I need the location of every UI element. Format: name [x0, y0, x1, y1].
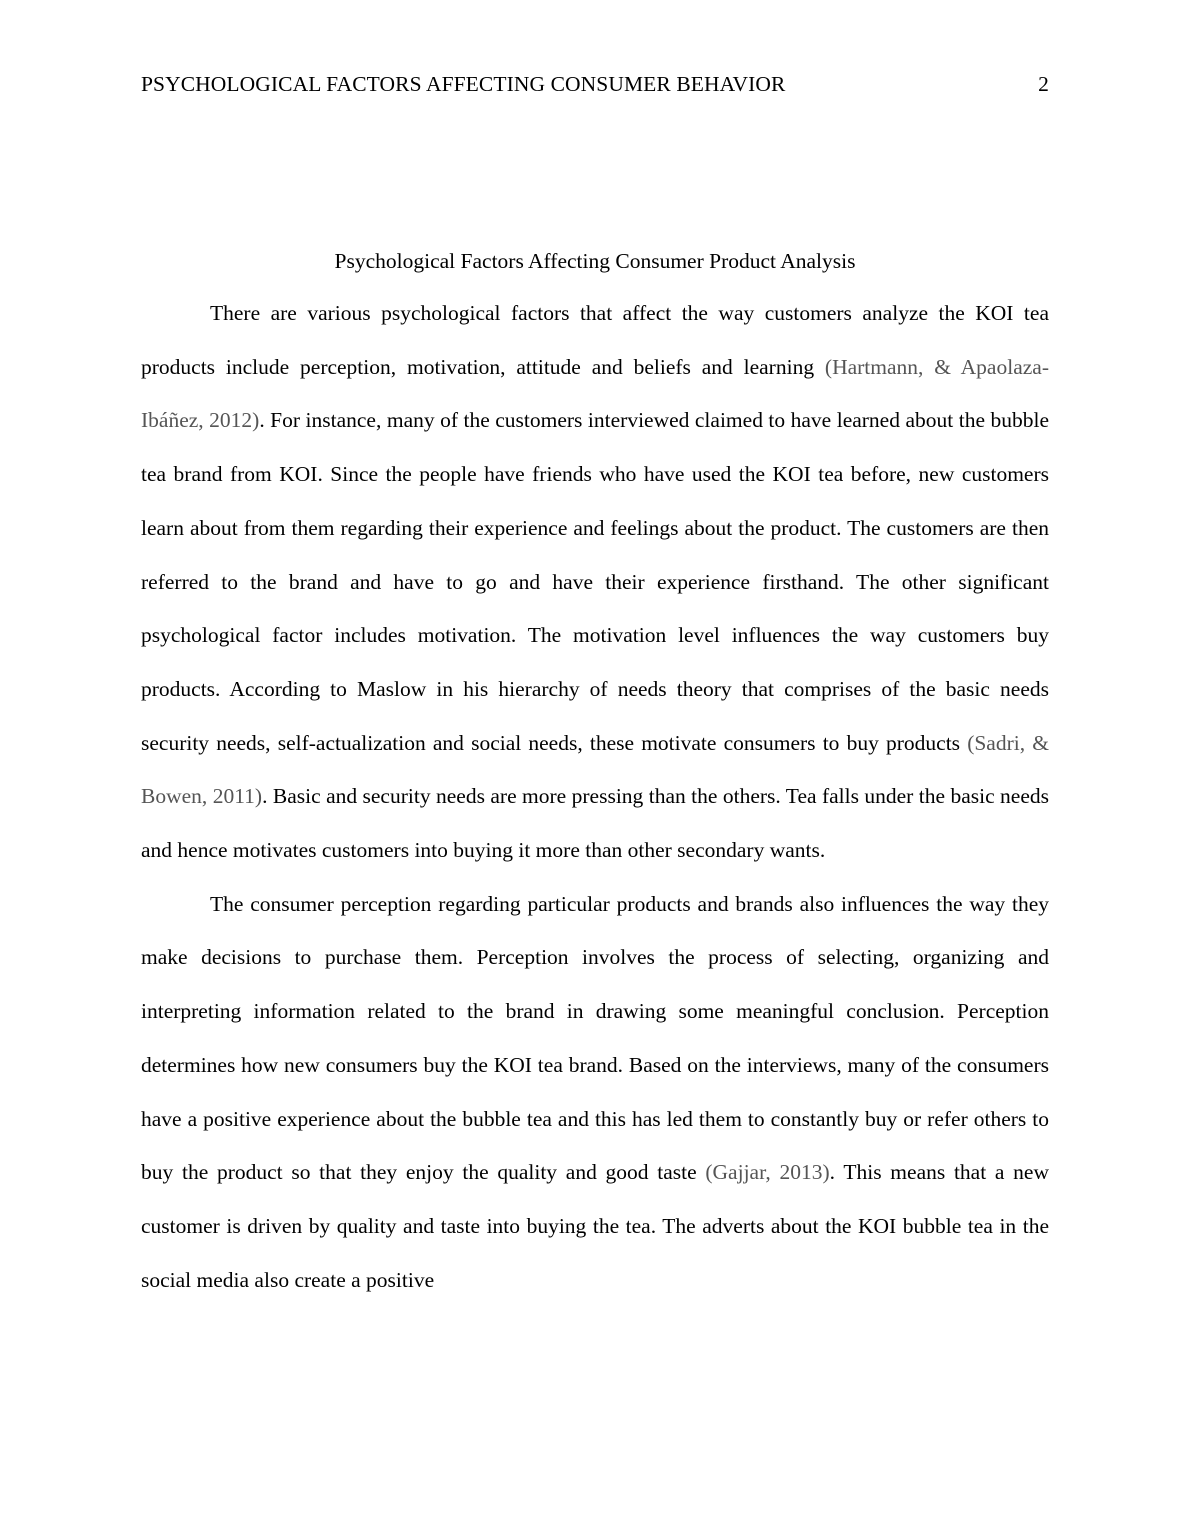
paragraph-2-text-1: The consumer perception regarding particular products and brands also influences the way they make decisions to purchase them. Perception involves the process of selecting, organizing and interpreting information related to the brand in drawing some meaningful conclusion. Perception determines how new consumers buy the KOI tea brand. Based on the interviews, many of the consumers have a positive experience about the bubble tea and this has led them to constantly buy or refer others to buy the product so that they enjoy the quality and good taste — [141, 891, 1049, 1185]
citation-sadri-2011: (Sadri, & Bowen, 2011) — [141, 730, 1049, 809]
paragraph-1-text-1: There are various psychological factors that affect the way customers analyze the KOI tea products include perception, motivation, attitude and beliefs and learning — [141, 301, 1049, 379]
citation-hartmann-2012: (Hartmann, & Apaolaza-Ibáñez, 2012) — [141, 354, 1049, 433]
paragraph-1-text-2: . For instance, many of the customers interviewed claimed to have learned about the bubble tea brand from KOI. Since the people have friends who have used the KOI tea before, new customers learn about from them regarding their experience and feelings about the product. The customers are then referred to the brand and have to go and have their experience firsthand. The other significant psychological factor includes motivation. The motivation level influences the way customers buy products. According to Maslow in his hierarchy of needs theory that comprises of the basic needs security needs, self-actualization and social needs, these motivate consumers to buy products — [141, 408, 1049, 755]
paragraph-1-text-3: . Basic and security needs are more pressing than the others. Tea falls under the basic needs and hence motivates customers into buying it more than other secondary wants. — [141, 784, 1049, 863]
citation-gajjar-2013: (Gajjar, 2013) — [705, 1160, 830, 1185]
body-text — [141, 287, 1049, 1307]
paragraph-2-text-2: . This means that a new customer is driven by quality and taste into buying the tea. The adverts about the KOI bubble tea in the social media also create a positive — [141, 1160, 1049, 1292]
page-number: 2 — [1038, 72, 1049, 96]
running-head-title: PSYCHOLOGICAL FACTORS AFFECTING CONSUMER BEHAVIOR — [141, 72, 786, 96]
section-title: Psychological Factors Affecting Consumer Product Analysis — [334, 249, 856, 273]
paragraph-2 — [141, 878, 1049, 1308]
paragraph-1 — [141, 287, 1049, 878]
